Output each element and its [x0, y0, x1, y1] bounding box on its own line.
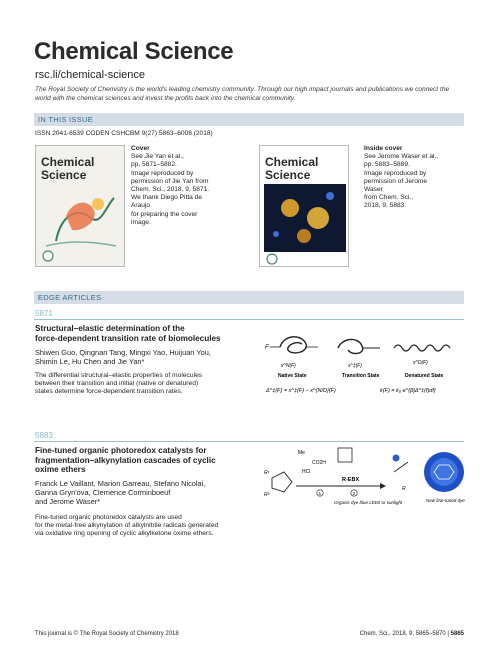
- cover1-title-line1: Chemical: [41, 155, 95, 169]
- cover2-title-line2: Science: [265, 168, 311, 182]
- cover1-sun: [92, 198, 104, 210]
- organic-dye-label: Organic dye blue LEDs or sunlight: [334, 500, 403, 505]
- article-1-page[interactable]: 5871: [35, 309, 53, 318]
- ebx-ring: [338, 448, 352, 462]
- article-2-title[interactable]: Fine-tuned organic photoredox catalysts for fragmentation–alkynylation cascades of cyclic oxime ethers: [35, 446, 216, 475]
- dye-label: New fine-tuned dye: [426, 498, 465, 503]
- in-this-issue-label: IN THIS ISSUE: [38, 115, 94, 124]
- front-cover-thumbnail[interactable]: [35, 145, 125, 267]
- journal-tagline: The Royal Society of Chemistry is the world's leading chemistry community. Through our high impact journals and publications we connect the world with the chemical sciences and invest the profits back into the chemical community.: [35, 86, 450, 102]
- product-r-label: R: [402, 486, 406, 492]
- denatured-strand: [394, 345, 450, 351]
- equation-2: k(F) = k₀ e^{β∫Δ^‡(f)df}: [380, 388, 436, 394]
- hcl-label: HCl: [302, 469, 311, 475]
- front-cover-caption: [131, 145, 213, 227]
- article-1-authors: Shiwen Guo, Qingnan Tang, Mingxi Yao, Huijuan You, Shimin Le, Hu Chen and Jie Yan*: [35, 348, 211, 366]
- inside-cover-caption: [364, 145, 446, 211]
- article-1-title[interactable]: Structural–elastic determination of the force-dependent transition rate of biomolecules: [35, 324, 221, 343]
- cover2-rsc-logo: [267, 254, 277, 264]
- front-cover-caption-text: See Jie Yan et al., pp. 5871–5882. Image reproduced by permission of Jie Yan from Chem. Sci., 2018, 9, 5871. We thank Diego Pitta de Araujo for preparing the cover image.: [131, 153, 210, 226]
- transition-x-label: x^‡(F): [348, 363, 363, 369]
- r2-label: R²: [264, 492, 270, 498]
- r1-label: R¹: [264, 470, 270, 476]
- article-1-rule: [34, 319, 464, 320]
- inside-cover-thumbnail[interactable]: [259, 145, 349, 267]
- cover2-blue-light: [326, 192, 334, 200]
- native-x-label: x^N(F): [281, 363, 296, 369]
- inside-cover-caption-title: Inside cover: [364, 145, 403, 152]
- edge-articles-bar: [34, 291, 464, 304]
- native-state-label: Native State: [278, 373, 307, 379]
- step-2-label: 2: [352, 491, 356, 496]
- co2h-label: CO2H: [312, 460, 326, 466]
- footer-citation: [360, 631, 464, 637]
- force-label-left: F: [265, 345, 269, 351]
- cover2-lantern-1: [281, 199, 299, 217]
- footer-separator: |: [447, 631, 451, 637]
- front-cover-caption-title: Cover: [131, 145, 150, 152]
- cover2-title-line1: Chemical: [265, 155, 319, 169]
- cover1-rsc-logo: [43, 251, 53, 261]
- me-label: Me: [298, 450, 305, 456]
- journal-title: Chemical Science: [34, 38, 234, 65]
- rebx-label: R-EBX: [342, 477, 360, 483]
- cover2-lantern-2: [307, 207, 329, 229]
- footer-citation-text: Chem. Sci., 2018, 9, 5865–5870: [359, 631, 446, 637]
- article-2-authors: Franck Le Vaillant, Marion Garreau, Stefano Nicolai, Ganna Gryn'ova, Clemence Corminboeuf and Jerome Waser*: [35, 479, 206, 506]
- denatured-x-label: x^D(F): [413, 360, 428, 366]
- footer-copyright: This journal is © The Royal Society of Chemistry 2018: [35, 631, 179, 637]
- cover2-blue-light-2: [273, 231, 279, 237]
- article-2-graphic: [262, 442, 467, 522]
- journal-url[interactable]: rsc.li/chemical-science: [35, 69, 146, 81]
- article-2-page[interactable]: 5883: [35, 431, 53, 440]
- step-1-label: 1: [318, 491, 322, 496]
- transition-state-label: Transition State: [342, 373, 380, 379]
- in-this-issue-bar: [34, 113, 464, 126]
- cyclic-ketone-ring: [272, 472, 292, 492]
- edge-articles-label: EDGE ARTICLES: [38, 293, 102, 302]
- footer-page-number: 5865: [450, 631, 464, 637]
- transition-structure: [338, 339, 363, 353]
- issn-line: ISSN 2041-6539 CODEN CSHCBM 9(27) 5863–6008 (2018): [35, 130, 213, 137]
- inside-cover-caption-text: See Jerome Waser et al., pp. 5883–5889. Image reproduced by permission of Jerome Waser from Chem. Sci., 2018, 9, 5883.: [364, 153, 439, 210]
- reaction-arrow-head: [380, 483, 386, 489]
- article-1-graphic: [262, 322, 467, 400]
- product-alkyne: [394, 462, 408, 472]
- equation-1: Δ^‡(F) = x^‡(F) − x^{N/D}(F): [266, 388, 336, 394]
- denatured-state-label: Denatured State: [405, 373, 444, 379]
- article-1-abstract: The differential structural–elastic properties of molecules between their transition and initial (native or denatured) states determine force-dependent transition rates.: [35, 372, 203, 396]
- cover1-title-line2: Science: [41, 168, 87, 182]
- cover2-lantern-3: [297, 229, 311, 243]
- native-structure: [280, 337, 306, 353]
- article-2-abstract: Fine-tuned organic photoredox catalysts are used for the metal-free alkynylation of alkylnitrile radicals generated via oxidative ring opening of cyclic alkylketone oxime ethers.: [35, 514, 219, 538]
- product-blue-sphere: [393, 455, 400, 462]
